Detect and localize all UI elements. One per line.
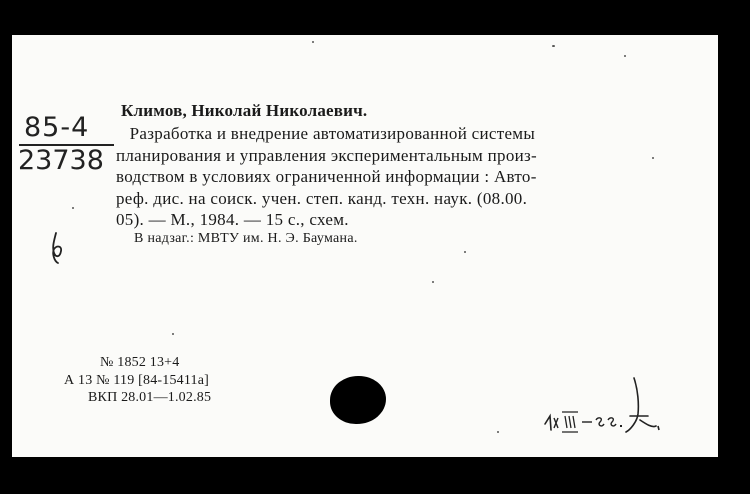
- issuing-body-note: В надзаг.: МВТУ им. Н. Э. Баумана.: [134, 231, 358, 246]
- shelf-mark-top: 85-4: [24, 112, 90, 143]
- registration-info: [64, 354, 211, 407]
- registration-line: № 1852 13+4: [100, 355, 180, 370]
- dust-speck: [497, 431, 499, 433]
- registration-line: ВКП 28.01—1.02.85: [88, 390, 212, 405]
- abstract-line: планирования и управления экспериментальным произ-: [116, 145, 538, 165]
- title-description: [116, 123, 696, 231]
- dust-speck: [172, 333, 174, 335]
- abstract-line: 05). — М., 1984. — 15 с., схем.: [116, 210, 349, 229]
- dust-speck: [312, 41, 314, 43]
- dust-speck: [464, 251, 466, 253]
- handwritten-signature: [542, 372, 682, 442]
- abstract-line: водством в условиях ограниченной информации : Авто-: [116, 167, 537, 186]
- scan-border: [0, 0, 750, 35]
- dust-speck: [624, 55, 626, 57]
- registration-line: А 13 № 119 [84-15411а]: [64, 372, 210, 388]
- catalog-card: [12, 35, 718, 457]
- dust-speck: [72, 207, 74, 209]
- ink-blot: [330, 376, 386, 424]
- author-heading: Климов, Николай Николаевич.: [121, 101, 368, 120]
- abstract-line: реф. дис. на соиск. учен. степ. канд. техн. наук. (08.00.: [116, 188, 528, 208]
- handwritten-mark-left: [48, 231, 68, 265]
- shelf-mark-bottom: 23738: [18, 145, 104, 176]
- dust-speck: [552, 45, 555, 47]
- abstract-line: Разработка и внедрение автоматизированной системы: [116, 124, 536, 143]
- dust-speck: [432, 281, 434, 283]
- dust-speck: [652, 157, 654, 159]
